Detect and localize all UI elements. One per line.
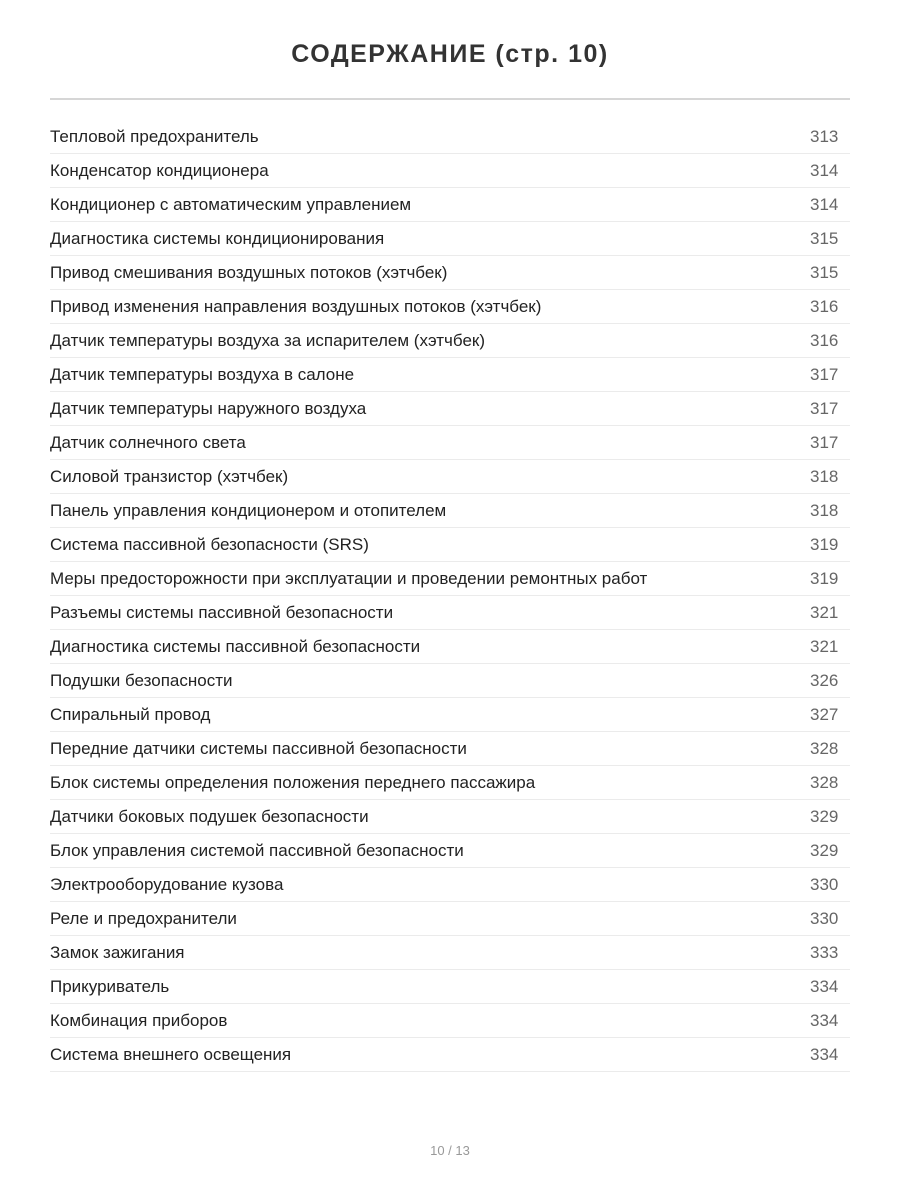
toc-entry-title: Электрооборудование кузова: [50, 874, 284, 894]
toc-entry-page: 319: [810, 534, 839, 554]
toc-entry[interactable]: [50, 426, 850, 460]
toc-entry-title: Диагностика системы пассивной безопасности: [50, 636, 421, 656]
toc-entry-page: 318: [810, 466, 839, 486]
toc-entry-page: 330: [810, 874, 839, 894]
toc-entry[interactable]: [50, 1004, 850, 1038]
toc-entry[interactable]: [50, 1038, 850, 1072]
toc-entry-page: 334: [810, 1044, 839, 1064]
toc-entry[interactable]: [50, 834, 850, 868]
page-title: СОДЕРЖАНИЕ (стр. 10): [291, 40, 609, 68]
toc-entry-page: 319: [810, 568, 839, 588]
toc-entry[interactable]: [50, 732, 850, 766]
toc-entry-title: Конденсатор кондиционера: [50, 160, 269, 180]
toc-entry[interactable]: [50, 698, 850, 732]
toc-entry[interactable]: [50, 358, 850, 392]
toc-entry-title: Разъемы системы пассивной безопасности: [50, 602, 394, 622]
toc-entry-title: Панель управления кондиционером и отопителем: [50, 500, 447, 520]
toc-entry-title: Блок управления системой пассивной безопасности: [50, 840, 464, 860]
toc-entry-page: 321: [810, 636, 839, 656]
toc-entry[interactable]: [50, 290, 850, 324]
toc-entry-title: Меры предосторожности при эксплуатации и проведении ремонтных работ: [50, 568, 648, 588]
toc-entry-title: Блок системы определения положения переднего пассажира: [50, 772, 536, 792]
toc-entry-page: 318: [810, 500, 839, 520]
toc-entry[interactable]: [50, 154, 850, 188]
toc-entry-title: Привод изменения направления воздушных потоков (хэтчбек): [50, 296, 542, 316]
toc-entry-title: Датчик солнечного света: [50, 432, 246, 452]
toc-entry-page: 316: [810, 296, 839, 316]
toc-entry-title: Датчик температуры наружного воздуха: [50, 398, 367, 418]
toc-entry-title: Подушки безопасности: [50, 670, 233, 690]
toc-entry-title: Датчик температуры воздуха в салоне: [50, 364, 355, 384]
toc-entry[interactable]: [50, 222, 850, 256]
toc-entry[interactable]: [50, 868, 850, 902]
toc-entry-title: Датчик температуры воздуха за испарителем (хэтчбек): [50, 330, 485, 350]
toc-entry[interactable]: [50, 766, 850, 800]
toc-entry-title: Прикуриватель: [50, 976, 170, 996]
toc-list: [50, 120, 850, 1072]
toc-entry-page: 314: [810, 160, 839, 180]
toc-entry-page: 326: [810, 670, 839, 690]
toc-entry-title: Тепловой предохранитель: [50, 126, 259, 146]
toc-entry[interactable]: [50, 630, 850, 664]
toc-entry[interactable]: [50, 120, 850, 154]
toc-entry[interactable]: [50, 528, 850, 562]
toc-entry-title: Система внешнего освещения: [50, 1044, 292, 1064]
toc-entry-page: 328: [810, 772, 839, 792]
toc-entry-title: Диагностика системы кондиционирования: [50, 228, 385, 248]
toc-entry-title: Силовой транзистор (хэтчбек): [50, 466, 289, 486]
toc-entry[interactable]: [50, 936, 850, 970]
toc-entry-page: 315: [810, 228, 839, 248]
toc-entry-page: 334: [810, 976, 839, 996]
toc-entry[interactable]: [50, 460, 850, 494]
toc-entry[interactable]: [50, 596, 850, 630]
toc-entry[interactable]: [50, 970, 850, 1004]
toc-entry-page: 317: [810, 398, 839, 418]
page-pagination: 10 / 13: [430, 1143, 470, 1158]
title-divider: [50, 98, 850, 100]
toc-entry-page: 329: [810, 806, 839, 826]
toc-entry-page: 317: [810, 432, 839, 452]
toc-entry-page: 316: [810, 330, 839, 350]
toc-entry[interactable]: [50, 188, 850, 222]
toc-entry-title: Передние датчики системы пассивной безопасности: [50, 738, 467, 758]
toc-entry-page: 329: [810, 840, 839, 860]
toc-entry[interactable]: [50, 324, 850, 358]
toc-entry[interactable]: [50, 562, 850, 596]
toc-entry-title: Привод смешивания воздушных потоков (хэтчбек): [50, 262, 448, 282]
toc-entry-title: Комбинация приборов: [50, 1010, 228, 1030]
toc-entry-page: 317: [810, 364, 839, 384]
toc-entry-page: 328: [810, 738, 839, 758]
toc-entry[interactable]: [50, 494, 850, 528]
toc-entry[interactable]: [50, 902, 850, 936]
toc-entry-title: Кондиционер с автоматическим управлением: [50, 194, 412, 214]
toc-entry-page: 321: [810, 602, 839, 622]
toc-entry-page: 327: [810, 704, 839, 724]
toc-entry-title: Система пассивной безопасности (SRS): [50, 534, 369, 554]
toc-entry-title: Спиральный провод: [50, 704, 211, 724]
toc-entry-page: 330: [810, 908, 839, 928]
toc-entry-page: 315: [810, 262, 839, 282]
toc-entry-title: Замок зажигания: [50, 942, 185, 962]
toc-entry[interactable]: [50, 392, 850, 426]
toc-entry-page: 334: [810, 1010, 839, 1030]
toc-entry[interactable]: [50, 664, 850, 698]
toc-entry[interactable]: [50, 256, 850, 290]
toc-entry-title: Реле и предохранители: [50, 908, 237, 928]
toc-entry-title: Датчики боковых подушек безопасности: [50, 806, 369, 826]
toc-entry-page: 313: [810, 126, 839, 146]
toc-entry[interactable]: [50, 800, 850, 834]
toc-entry-page: 333: [810, 942, 839, 962]
toc-entry-page: 314: [810, 194, 839, 214]
